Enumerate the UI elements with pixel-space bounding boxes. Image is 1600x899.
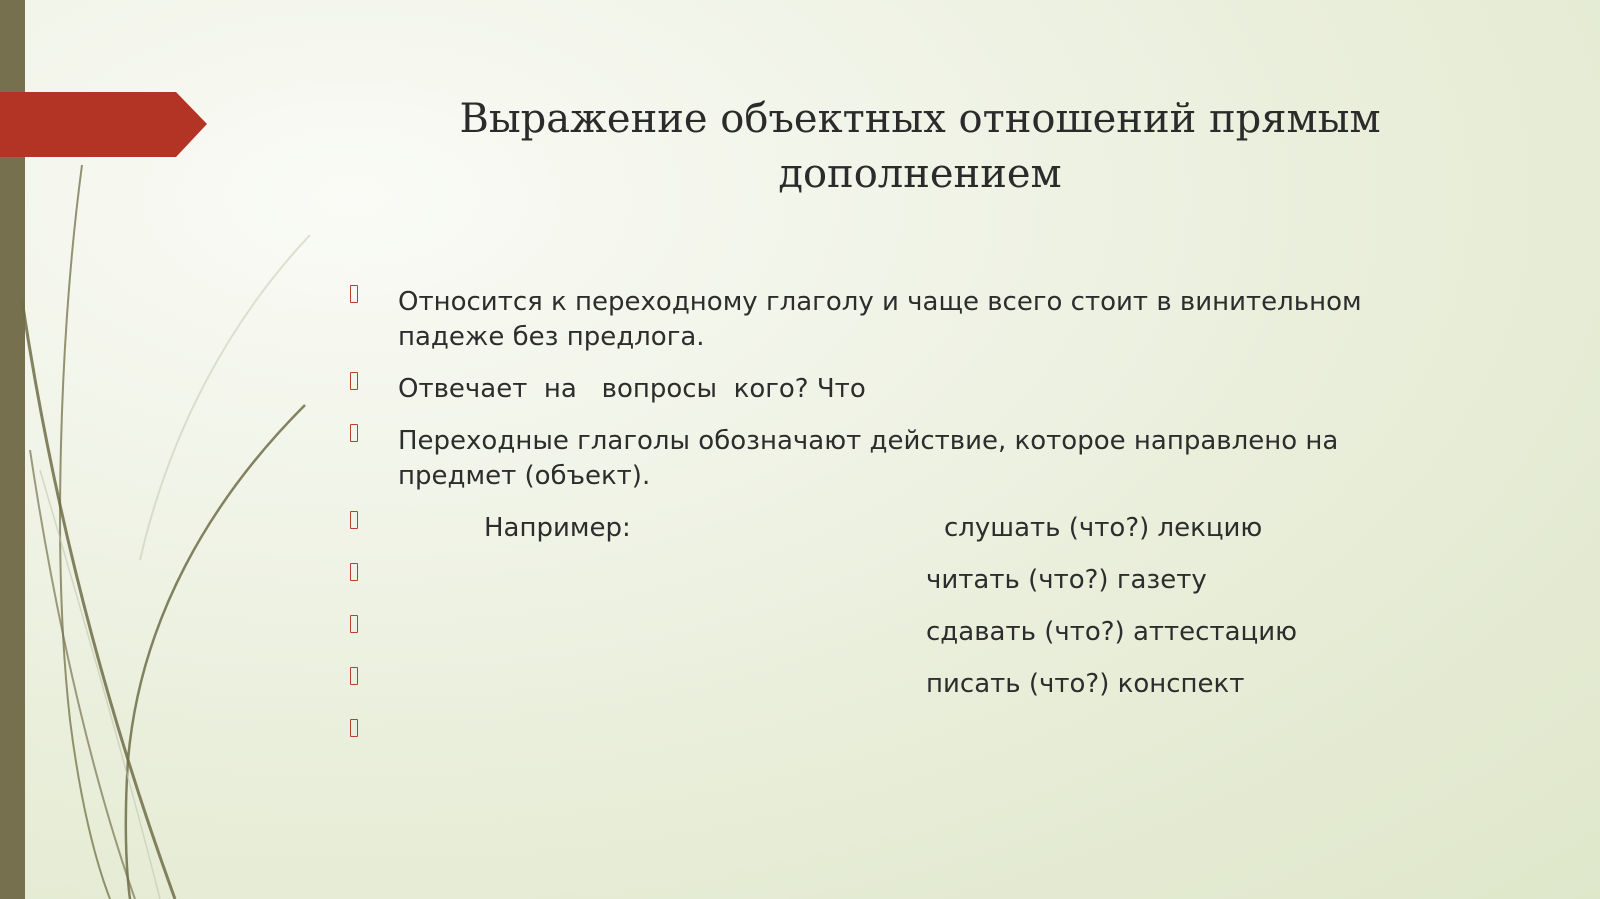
- example-item: [350, 667, 1440, 702]
- bullet-marker-icon: [350, 563, 358, 581]
- slide-title-line-1: Выражение объектных отношений прямым: [459, 96, 1381, 142]
- bullet-marker-icon: [350, 424, 358, 442]
- bullet-marker-icon: [350, 285, 358, 303]
- example-phrase: сдавать (что?) аттестацию: [926, 617, 1298, 647]
- example-label: Например:: [484, 513, 631, 543]
- bullet-marker-icon: [350, 719, 358, 737]
- bullet-text: Относится к переходному глаголу и чаще всего стоит в винительном падеже без предлога.: [398, 287, 1362, 352]
- bullet-marker-icon: [350, 667, 358, 685]
- bullet-item: [350, 372, 1440, 407]
- slide-title: [440, 92, 1400, 202]
- bullet-item: [350, 285, 1440, 355]
- bullet-marker-icon: [350, 615, 358, 633]
- bullet-text: Отвечает на вопросы кого? Что: [398, 374, 866, 404]
- example-item: [350, 563, 1440, 598]
- bullet-list: [350, 285, 1440, 771]
- example-item: [350, 615, 1440, 650]
- title-arrow-shape: [0, 0, 210, 160]
- example-phrase: слушать (что?) лекцию: [944, 513, 1263, 543]
- slide-title-line-2: дополнением: [778, 151, 1062, 197]
- bullet-text: Переходные глаголы обозначают действие, которое направлено на предмет (объект).: [398, 426, 1339, 491]
- bullet-item: [350, 424, 1440, 494]
- example-phrase: писать (что?) конспект: [926, 669, 1245, 699]
- example-item: [350, 511, 1440, 546]
- example-phrase: читать (что?) газету: [926, 565, 1207, 595]
- bullet-marker-icon: [350, 511, 358, 529]
- bullet-marker-icon: [350, 372, 358, 390]
- empty-bullet-item: [350, 719, 1440, 754]
